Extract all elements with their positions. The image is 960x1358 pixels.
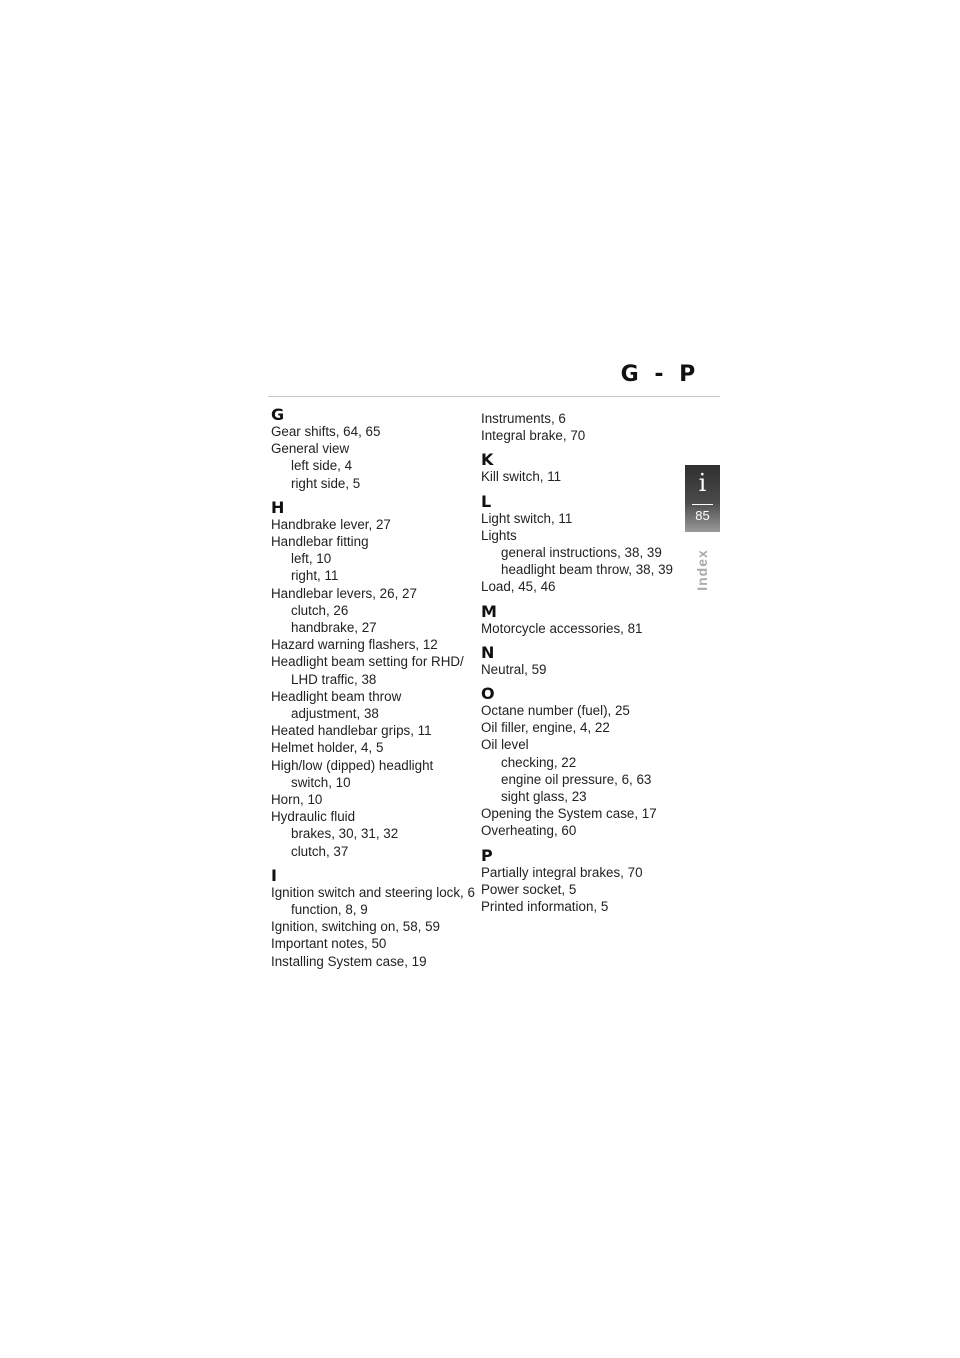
index-subentry: general instructions, 38, 39 bbox=[501, 545, 662, 561]
index-entry: Handbrake lever, 27 bbox=[271, 516, 391, 532]
page-heading: G - P bbox=[620, 362, 700, 387]
index-entry: Lights bbox=[481, 527, 517, 543]
index-subentry: right side, 5 bbox=[291, 475, 361, 491]
index-letter-heading: L bbox=[481, 491, 492, 511]
index-entry: Neutral, 59 bbox=[481, 661, 547, 677]
index-letter-heading: G bbox=[271, 405, 285, 424]
index-entry: Hazard warning flashers, 12 bbox=[271, 637, 438, 653]
info-icon: i bbox=[698, 469, 707, 497]
index-entry: Instruments, 6 bbox=[481, 411, 566, 426]
index-entry: Horn, 10 bbox=[271, 792, 323, 808]
index-side-tab bbox=[685, 465, 720, 532]
index-entry: Handlebar levers, 26, 27 bbox=[271, 585, 417, 601]
index-group bbox=[271, 867, 476, 970]
index-entry: Overheating, 60 bbox=[481, 823, 577, 839]
index-group bbox=[481, 847, 686, 916]
index-entry: Installing System case, 19 bbox=[271, 953, 427, 969]
index-entry: Partially integral brakes, 70 bbox=[481, 864, 643, 880]
index-subentry: left side, 4 bbox=[291, 458, 353, 474]
index-entry: Opening the System case, 17 bbox=[481, 806, 657, 822]
index-entry: Light switch, 11 bbox=[481, 510, 573, 526]
section-label: Index bbox=[694, 549, 710, 591]
index-subentry: right, 11 bbox=[291, 568, 339, 584]
index-subentry: brakes, 30, 31, 32 bbox=[291, 826, 399, 842]
index-column-left bbox=[271, 406, 476, 970]
index-letter-heading: H bbox=[271, 497, 285, 517]
index-subentry: adjustment, 38 bbox=[291, 706, 379, 722]
index-entry: Important notes, 50 bbox=[271, 936, 387, 952]
index-group bbox=[481, 410, 686, 444]
index-entry: General view bbox=[271, 441, 350, 457]
index-subentry: headlight beam throw, 38, 39 bbox=[501, 562, 673, 578]
index-group bbox=[481, 685, 686, 840]
index-subentry: sight glass, 23 bbox=[501, 789, 587, 805]
index-entry: Integral brake, 70 bbox=[481, 428, 586, 444]
index-letter-heading: K bbox=[481, 450, 494, 470]
index-letter-heading: P bbox=[481, 845, 493, 865]
tab-divider bbox=[692, 504, 713, 505]
index-entry: Oil filler, engine, 4, 22 bbox=[481, 720, 610, 736]
index-group bbox=[481, 493, 686, 596]
index-entry: Load, 45, 46 bbox=[481, 579, 556, 595]
index-entry: Hydraulic fluid bbox=[271, 809, 356, 825]
heading-divider bbox=[268, 396, 720, 397]
index-group bbox=[271, 406, 476, 492]
index-entry: Oil level bbox=[481, 737, 529, 753]
index-subentry: LHD traffic, 38 bbox=[291, 671, 377, 687]
index-entry: Helmet holder, 4, 5 bbox=[271, 740, 384, 756]
index-subentry: function, 8, 9 bbox=[291, 902, 368, 918]
index-subentry: clutch, 37 bbox=[291, 843, 349, 859]
index-group bbox=[481, 451, 686, 485]
index-entry: Motorcycle accessories, 81 bbox=[481, 620, 643, 636]
index-entry: Gear shifts, 64, 65 bbox=[271, 424, 381, 439]
index-entry: Heated handlebar grips, 11 bbox=[271, 723, 432, 739]
index-group bbox=[481, 603, 686, 637]
index-entry: Octane number (fuel), 25 bbox=[481, 703, 630, 719]
index-entry: Power socket, 5 bbox=[481, 881, 577, 897]
index-entry: Headlight beam setting for RHD/ bbox=[271, 654, 464, 670]
index-entry: High/low (dipped) headlight bbox=[271, 757, 434, 773]
index-subentry: handbrake, 27 bbox=[291, 620, 377, 636]
index-letter-heading: M bbox=[481, 601, 497, 621]
index-subentry: left, 10 bbox=[291, 551, 332, 567]
index-group bbox=[481, 644, 686, 678]
index-entry: Handlebar fitting bbox=[271, 534, 369, 550]
index-entry: Printed information, 5 bbox=[481, 899, 609, 915]
index-entry: Kill switch, 11 bbox=[481, 469, 562, 485]
index-subentry: clutch, 26 bbox=[291, 602, 349, 618]
index-letter-heading: O bbox=[481, 684, 495, 704]
index-entry: Headlight beam throw bbox=[271, 688, 402, 704]
index-subentry: checking, 22 bbox=[501, 754, 577, 770]
index-subentry: switch, 10 bbox=[291, 774, 351, 790]
index-column-right bbox=[481, 410, 686, 915]
page-number: 85 bbox=[695, 508, 710, 523]
index-subentry: engine oil pressure, 6, 63 bbox=[501, 771, 652, 787]
index-letter-heading: N bbox=[481, 642, 495, 662]
index-entry: Ignition, switching on, 58, 59 bbox=[271, 919, 440, 935]
index-letter-heading: I bbox=[271, 865, 277, 885]
index-group bbox=[271, 499, 476, 860]
index-entry: Ignition switch and steering lock, 6 bbox=[271, 884, 475, 900]
